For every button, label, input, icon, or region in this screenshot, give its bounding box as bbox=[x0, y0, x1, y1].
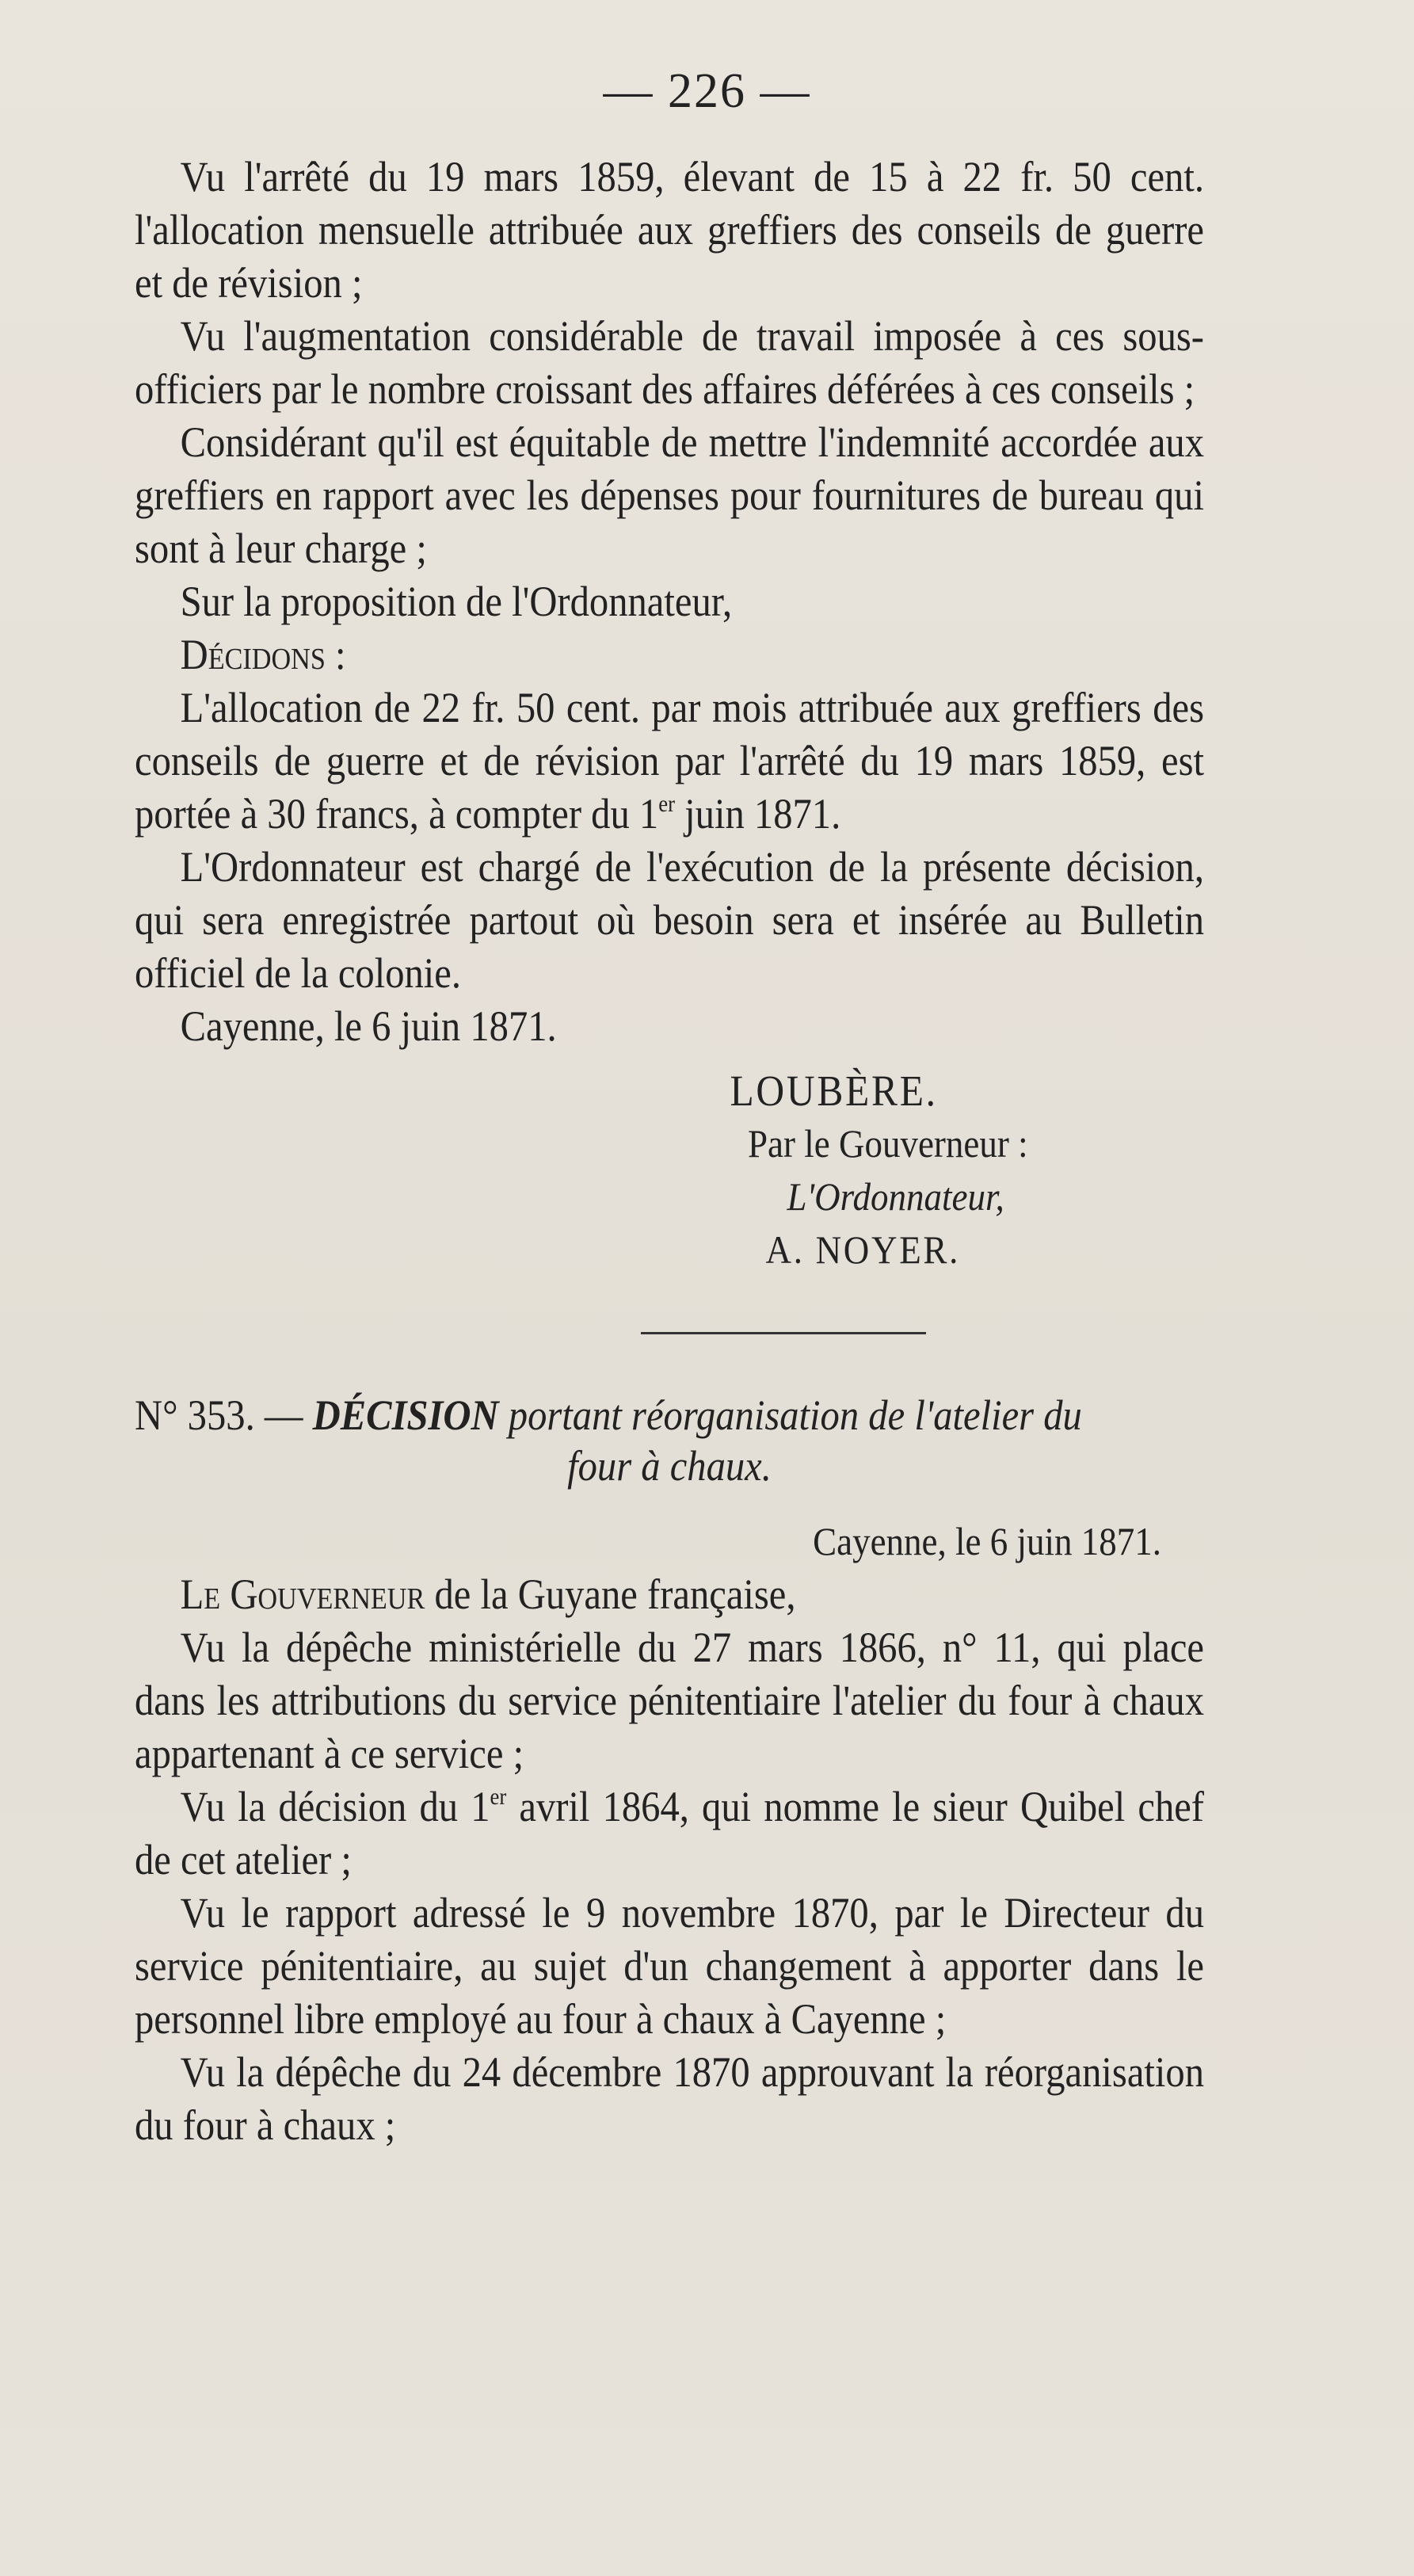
section-vu-1: Vu la dépêche ministérielle du 27 mars 1866, n° 11, qui place dans les attributions du service pénitentiaire l'atelier du four à chaux appartenant à ce service ; bbox=[135, 1624, 1205, 1777]
decidons-heading: Décidons : bbox=[180, 631, 346, 678]
signature-role: L'Ordonnateur, bbox=[787, 1174, 1004, 1219]
section-intro-sc: Le Gouverneur bbox=[180, 1570, 425, 1618]
page-number: — 226 — bbox=[603, 64, 811, 118]
paragraph-proposition: Sur la proposition de l'Ordonnateur, bbox=[180, 578, 733, 625]
section-date: Cayenne, le 6 juin 1871. bbox=[813, 1519, 1161, 1563]
paragraph-arrete: Vu l'arrêté du 19 mars 1859, élevant de 15 à 22 fr. 50 cent. l'allocation mensuelle attribuée aux greffiers des conseils de guerre et de révision ; bbox=[135, 153, 1205, 307]
signature-signer: A. NOYER. bbox=[765, 1227, 961, 1272]
signature-block bbox=[135, 1064, 1204, 1277]
decision-text: L'allocation de 22 fr. 50 cent. par mois attribuée aux greffiers des conseils de guerre et de révision par l'arrêté du 19 mars 1859, est portée à 30 francs, à compter du 1 bbox=[135, 684, 1205, 838]
section-vu-2 bbox=[135, 1780, 1204, 1887]
section-vu-2-superscript: er bbox=[490, 1784, 507, 1811]
signature-by: Par le Gouverneur : bbox=[748, 1121, 1028, 1166]
place-date: Cayenne, le 6 juin 1871. bbox=[180, 1002, 557, 1050]
section-vu-3: Vu le rapport adressé le 9 novembre 1870, par le Directeur du service pénitentiaire, au sujet d'un changement à apporter dans le personnel libre employé au four à chaux à Cayenne ; bbox=[135, 1889, 1205, 2043]
section-title-rest: portant réorganisation de l'atelier du bbox=[498, 1391, 1082, 1439]
section-intro bbox=[135, 1568, 1204, 1621]
section-title-word: DÉCISION bbox=[312, 1391, 499, 1439]
section-intro-rest: de la Guyane française, bbox=[425, 1570, 796, 1618]
paragraph-considerant: Considérant qu'il est équitable de mettre l'indemnité accordée aux greffiers en rapport avec les dépenses pour fournitures de bureau qui sont à leur charge ; bbox=[135, 418, 1205, 572]
section-vu-2-text: Vu la décision du 1 bbox=[180, 1783, 490, 1830]
decision-text-end: juin 1871. bbox=[675, 790, 841, 838]
signature-name: LOUBÈRE. bbox=[730, 1067, 938, 1115]
section-number: N° 353. — bbox=[135, 1391, 303, 1439]
section-vu-4: Vu la dépêche du 24 décembre 1870 approuvant la réorganisation du four à chaux ; bbox=[135, 2048, 1205, 2149]
paragraph-decision bbox=[135, 681, 1204, 841]
section-title bbox=[135, 1390, 1204, 1491]
decision-superscript: er bbox=[658, 792, 676, 818]
document-body bbox=[135, 151, 1204, 2152]
paragraph-execution: L'Ordonnateur est chargé de l'exécution de la présente décision, qui sera enregistrée partout où besoin sera et insérée au Bulletin officiel de la colonie. bbox=[135, 843, 1205, 997]
section-title-line2: four à chaux. bbox=[567, 1442, 772, 1490]
section-vu-2-end: avril 1864, qui nomme le sieur Quibel chef de cet atelier ; bbox=[135, 1783, 1204, 1883]
section-divider bbox=[641, 1332, 926, 1334]
paragraph-augmentation: Vu l'augmentation considérable de travail imposée à ces sous-officiers par le nombre croissant des affaires déférées à ces conseils ; bbox=[135, 312, 1205, 413]
